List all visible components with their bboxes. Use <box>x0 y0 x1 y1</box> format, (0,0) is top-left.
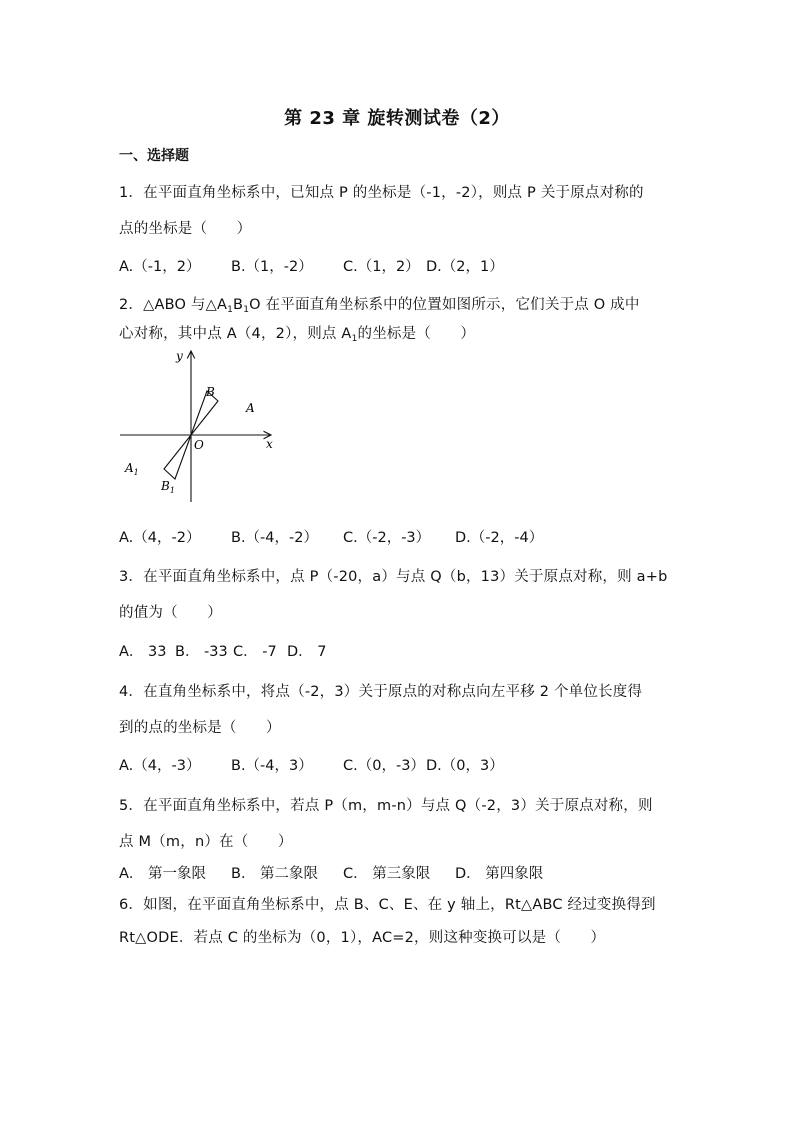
q3-option-a[interactable]: A． 33 <box>119 644 167 660</box>
q1-option-a[interactable]: A.（-1，2） <box>119 259 201 275</box>
q5-option-d[interactable]: D． 第四象限 <box>455 866 544 882</box>
q3-option-b[interactable]: B． -33 <box>175 644 228 660</box>
q3-text-line2: 的值为（ ） <box>119 605 222 621</box>
q4-option-b[interactable]: B.（-4，3） <box>231 758 313 774</box>
q6-text-line1: 6．如图，在平面直角坐标系中，点 B、C、E、在 y 轴上，Rt△ABC 经过变换得到 <box>119 897 656 913</box>
point-a1-label: $A_1$ <box>125 461 139 477</box>
point-b1-label: $B_1$ <box>161 479 175 495</box>
page-title: 第 23 章 旋转测试卷（2） <box>284 108 510 129</box>
q5-text-line2: 点 M（m，n）在（ ） <box>119 834 293 850</box>
q5-option-b[interactable]: B． 第二象限 <box>231 866 319 882</box>
origin-label: O <box>194 438 204 452</box>
q3-text-line1: 3．在平面直角坐标系中，点 P（-20，a）与点 Q（b，13）关于原点对称，则 a+b <box>119 569 668 585</box>
point-a-label: A <box>246 401 255 415</box>
q1-option-d[interactable]: D.（2，1） <box>426 259 504 275</box>
q3-option-d[interactable]: D． 7 <box>287 644 327 660</box>
q2-option-d[interactable]: D.（-2，-4） <box>455 530 544 546</box>
q1-text-line2: 点的坐标是（ ） <box>119 221 252 237</box>
q2-option-a[interactable]: A.（4，-2） <box>119 530 201 546</box>
q3-option-c[interactable]: C． -7 <box>233 644 277 660</box>
q2-text-line1: 2．△ABO 与$\triangle A_1B_1O$ 在平面直角坐标系中的位置如图所示，它们关于点 O 成中 <box>119 297 640 315</box>
point-b-label: B <box>206 385 215 399</box>
q5-option-a[interactable]: A． 第一象限 <box>119 866 207 882</box>
q4-option-a[interactable]: A.（4，-3） <box>119 758 201 774</box>
q2-coordinate-figure <box>116 346 281 506</box>
x-axis-label: x <box>266 437 273 451</box>
triangle-a1b1o <box>164 435 191 479</box>
q5-option-c[interactable]: C． 第三象限 <box>343 866 431 882</box>
q1-text-line1: 1．在平面直角坐标系中，已知点 P 的坐标是（-1，-2），则点 P 关于原点对称的 <box>119 185 644 201</box>
q5-text-line1: 5．在平面直角坐标系中，若点 P（m，m-n）与点 Q（-2，3）关于原点对称，则 <box>119 798 653 814</box>
q2-option-b[interactable]: B.（-4，-2） <box>231 530 318 546</box>
q1-option-b[interactable]: B.（1，-2） <box>231 259 313 275</box>
q4-text-line1: 4．在直角坐标系中，将点（-2，3）关于原点的对称点向左平移 2 个单位长度得 <box>119 684 643 700</box>
q4-text-line2: 到的点的坐标是（ ） <box>119 720 281 736</box>
q1-option-c[interactable]: C.（1，2） <box>343 259 420 275</box>
q2-text-line2: 心对称，其中点 A（4，2），则点 $A_1$的坐标是（ ） <box>119 326 476 344</box>
q4-option-d[interactable]: D.（0，3） <box>426 758 504 774</box>
q2-option-c[interactable]: C.（-2，-3） <box>343 530 431 546</box>
y-axis-label: y <box>176 349 183 363</box>
q4-option-c[interactable]: C.（0，-3） <box>343 758 425 774</box>
q6-text-line2: Rt△ODE．若点 C 的坐标为（0，1），AC=2，则这种变换可以是（ ） <box>119 930 606 946</box>
section-heading: 一、选择题 <box>119 148 189 164</box>
